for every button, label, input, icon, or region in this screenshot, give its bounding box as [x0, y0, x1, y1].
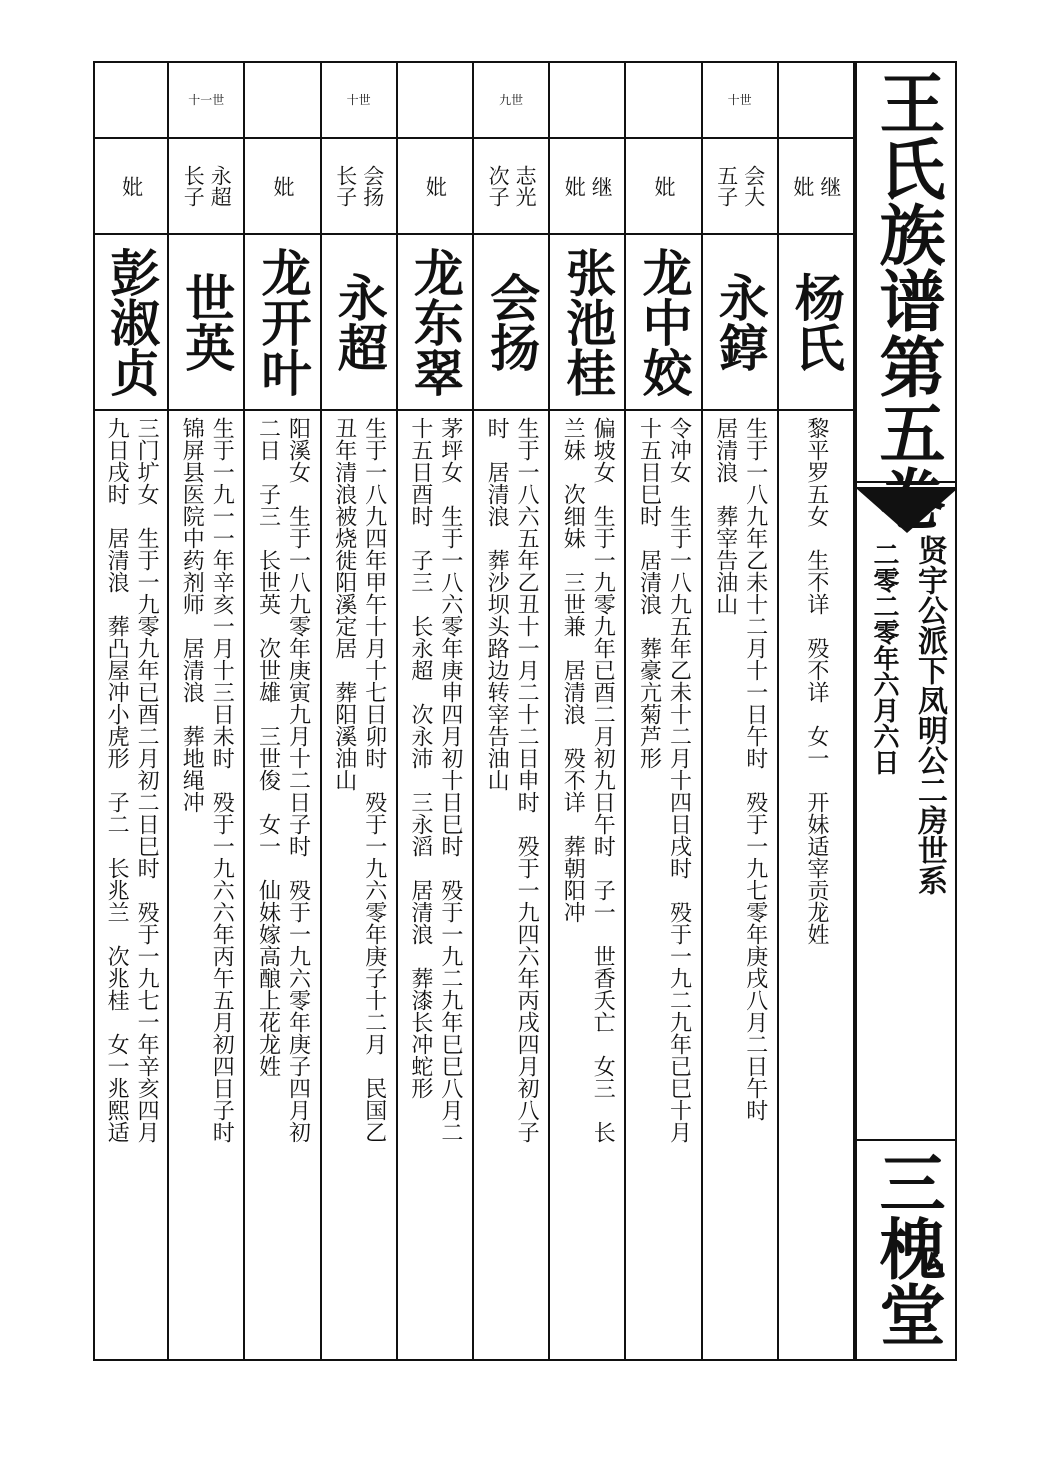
name-cell — [95, 235, 167, 411]
bio-cell — [626, 417, 700, 1357]
person-column — [169, 61, 245, 1361]
bio-cell-text: 茅坪女 生于一八六零年庚申四月初十日巳时 殁于一九二九年巳巳八月二 十五日酉时 子三 长永超 次永沛 三永滔 居清浪 葬漆长冲蛇形 — [407, 417, 463, 1143]
name-cell-text: 永超 — [329, 272, 389, 372]
name-cell-text: 张池桂 — [558, 247, 618, 397]
branch-subtitle: 贤宇公派下凤明公二房世系 — [912, 535, 947, 895]
bio-cell — [95, 417, 167, 1357]
name-cell-text: 龙东翠 — [405, 247, 465, 397]
name-cell-text: 彭淑贞 — [102, 247, 162, 397]
person-column — [322, 61, 398, 1361]
generation-cell — [703, 61, 777, 139]
relation-cell-text: 志光 次子 — [486, 165, 538, 207]
name-cell-text: 杨氏 — [786, 272, 846, 372]
generation-cell — [474, 61, 548, 139]
relation-cell-text: 永超 长子 — [181, 165, 233, 207]
relation-cell — [626, 139, 700, 235]
person-column — [474, 61, 550, 1361]
name-cell — [245, 235, 319, 411]
generation-cell — [322, 61, 396, 139]
divider — [857, 481, 957, 483]
bio-cell-text: 生于一八九四年甲午十月十七日卯时 殁于一九六零年庚子十二月 民国乙 丑年清浪被烧徙阳溪定居 葬阳溪油山 — [331, 417, 387, 1143]
bio-cell — [779, 417, 853, 1357]
name-cell-text: 龙中姣 — [634, 247, 694, 397]
relation-cell — [169, 139, 243, 235]
generation-cell-text: 十世 — [727, 92, 752, 107]
bio-cell — [398, 417, 472, 1357]
person-column — [626, 61, 702, 1361]
generation-cell-text: 九世 — [499, 92, 524, 107]
relation-cell — [474, 139, 548, 235]
name-cell-text: 龙开叶 — [253, 247, 313, 397]
bio-cell-text: 生于一八九年乙未十二月十一日午时 殁于一九七零年庚戌八月二日午时 居清浪 葬宰告油山 — [712, 417, 768, 1121]
generation-cell — [95, 61, 167, 139]
relation-cell — [550, 139, 624, 235]
person-column — [779, 61, 855, 1361]
relation-cell-text: 继 妣 — [790, 175, 842, 197]
relation-cell-text: 继 妣 — [562, 175, 614, 197]
relation-cell-text: 会大 五子 — [714, 165, 766, 207]
relation-cell — [779, 139, 853, 235]
generation-cell — [779, 61, 853, 139]
relation-cell-text: 会扬 长子 — [333, 165, 385, 207]
divider — [857, 1139, 957, 1141]
name-cell-text: 永錞 — [710, 272, 770, 372]
relation-cell — [95, 139, 167, 235]
bio-cell — [169, 417, 243, 1357]
bio-cell-text: 生于一八六五年乙丑十一月二十二日申时 殁于一九四六年丙戌四月初八子 时 居清浪 葬沙坝头路边转宰告油山 — [484, 417, 540, 1143]
generation-cell — [169, 61, 243, 139]
person-column — [398, 61, 474, 1361]
generation-cell — [398, 61, 472, 139]
name-cell — [550, 235, 624, 411]
bio-cell-text: 偏坡女 生于一九零九年已酉二月初九日午时 子一 世香夭亡 女三 长 兰妹 次细妹 三世兼 居清浪 殁不详 葬朝阳冲 — [560, 417, 616, 1143]
title-panel — [855, 61, 957, 1361]
bio-cell — [474, 417, 548, 1357]
name-cell — [474, 235, 548, 411]
name-cell — [398, 235, 472, 411]
relation-cell-text: 妣 — [423, 175, 448, 197]
publish-date: 二零二零年六月六日 — [869, 541, 899, 775]
bio-cell-text: 阳溪女 生于一八九零年庚寅九月十二日子时 殁于一九六零年庚子四月初 二日 子三 长世英 次世雄 三世俊 女一 仙妹嫁高酿上花龙姓 — [255, 417, 311, 1143]
relation-cell — [245, 139, 319, 235]
relation-cell-text: 妣 — [651, 175, 676, 197]
relation-cell — [703, 139, 777, 235]
hall-name: 三槐堂 — [868, 1149, 946, 1347]
generation-cell-text: 十一世 — [188, 92, 225, 107]
person-column — [93, 61, 169, 1361]
bio-cell — [703, 417, 777, 1357]
name-cell-text: 会扬 — [482, 272, 542, 372]
bio-cell — [550, 417, 624, 1357]
name-cell — [169, 235, 243, 411]
relation-cell — [322, 139, 396, 235]
person-column — [703, 61, 779, 1361]
banner-ornament — [857, 489, 957, 533]
generation-cell-text: 十世 — [346, 92, 371, 107]
person-column — [245, 61, 321, 1361]
bio-cell — [245, 417, 319, 1357]
relation-cell-text: 妣 — [119, 175, 144, 197]
generation-cell — [550, 61, 624, 139]
person-column — [550, 61, 626, 1361]
name-cell — [626, 235, 700, 411]
name-cell — [322, 235, 396, 411]
bio-cell-text: 令冲女 生于一八九五年乙未十二月十四日戌时 殁于一九二九年已巳十月 十五日巳时 居清浪 葬豪亢菊芦形 — [636, 417, 692, 1143]
bio-cell-text: 黎平罗五女 生不详 殁不详 女一 开妹适宰贡龙姓 — [803, 417, 829, 945]
bio-cell-text: 三门圹女 生于一九零九年已酉二月初二日巳时 殁于一九七一年辛亥四月 九日戌时 居清浪 葬凸屋冲小虎形 子二 长兆兰 次兆桂 女一兆熙适 — [104, 417, 160, 1143]
name-cell — [779, 235, 853, 411]
name-cell — [703, 235, 777, 411]
bio-cell-text: 生于一九一一年辛亥一月十三日未时 殁于一九六六年丙午五月初四日子时 锦屏县医院中药剂师 居清浪 葬地绳冲 — [179, 417, 235, 1143]
generation-cell — [245, 61, 319, 139]
bio-cell — [322, 417, 396, 1357]
name-cell-text: 世英 — [177, 272, 237, 372]
generation-cell — [626, 61, 700, 139]
book-title: 王氏族谱第五卷 — [868, 69, 946, 531]
relation-cell — [398, 139, 472, 235]
relation-cell-text: 妣 — [270, 175, 295, 197]
